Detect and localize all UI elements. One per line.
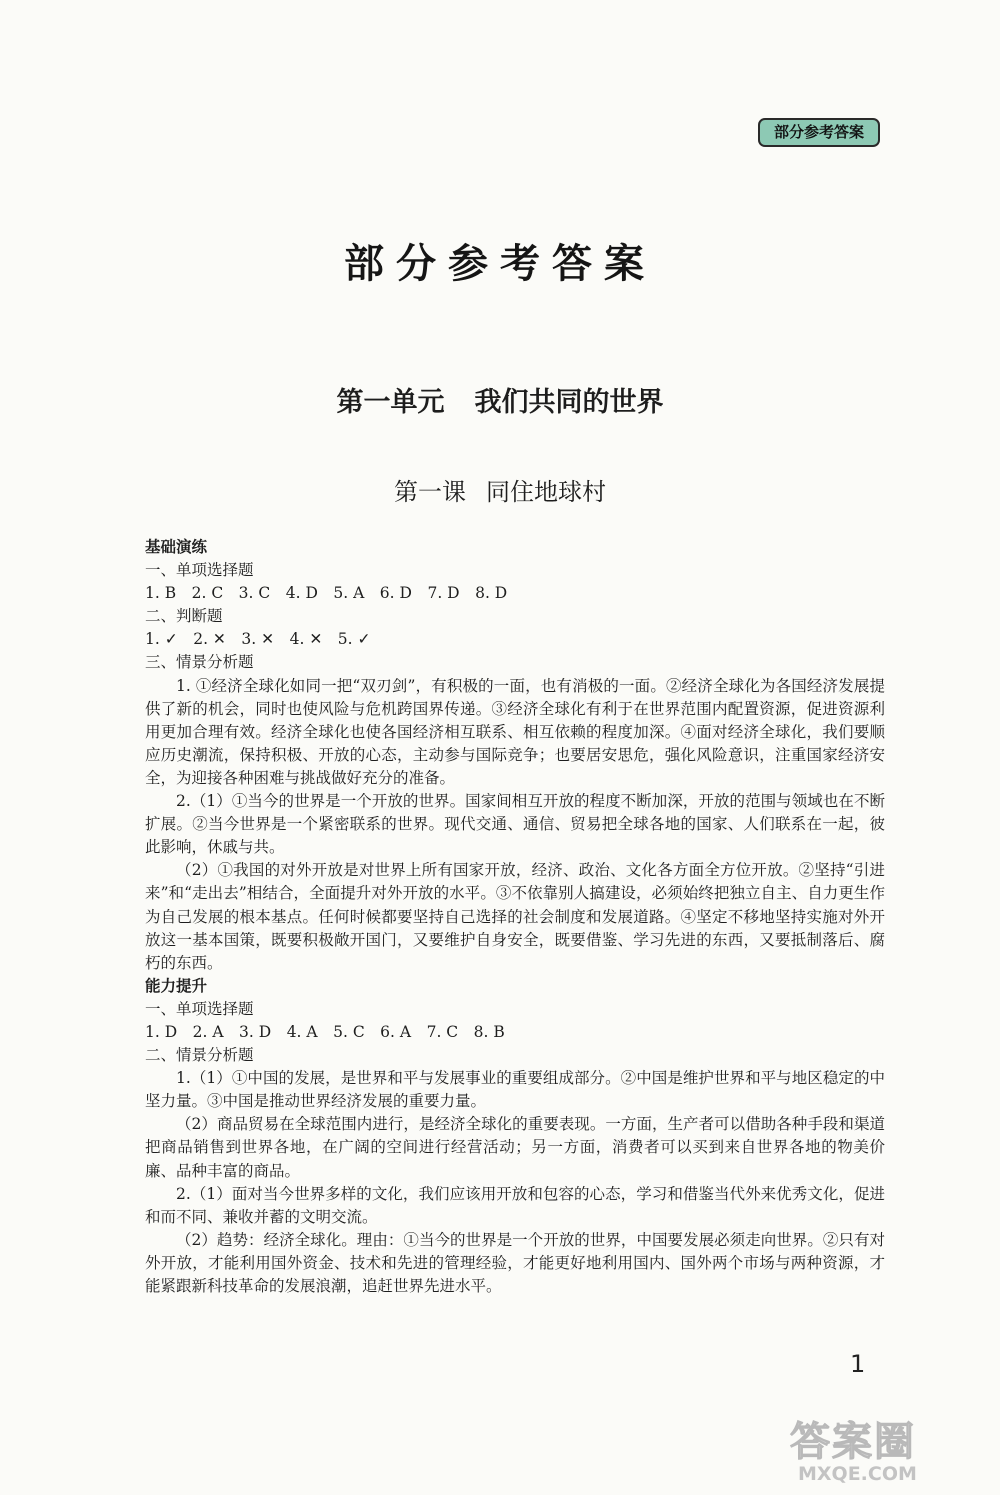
answer-paragraph: （2）①我国的对外开放是对世界上所有国家开放，经济、政治、文化各方面全方位开放。②坚持“引进来”和“走出去”相结合，全面提升对外开放的水平。③不依靠别人搞建设，必须始终把独立自主、自力更生作为自己发展的根本基点。任何时候都要坚持自己选择的社会制度和发展道路。④坚定不移地坚持实施对外开放这一基本国策，既要积极敞开国门，又要维护自身安全，既要借鉴、学习先进的东西，又要抵制落后、腐朽的东西。 [145,861,885,972]
unit-name: 我们共同的世界 [474,387,664,418]
answer-line: 二、情景分析题 [145,1046,254,1065]
answer-line: 1. B 2. C 3. C 4. D 5. A 6. D 7. D 8. D [145,584,508,603]
unit-number: 第一单元 [336,387,445,418]
watermark [790,1410,990,1488]
answer-line: 一、单项选择题 [145,999,254,1018]
lesson-heading [0,472,1000,507]
answer-line: 三、情景分析题 [145,653,254,672]
section-heading: 基础演练 [145,538,208,556]
answer-paragraph: 2.（1）面对当今世界多样的文化，我们应该用开放和包容的心态，学习和借鉴当代外来优秀文化，促进和而不同、兼收并蓄的文明交流。 [145,1184,885,1226]
page-title: 部分参考答案 [344,240,656,287]
answer-paragraph: 2.（1）①当今的世界是一个开放的世界。国家间相互开放的程度不断加深，开放的范围与领域也在不断扩展。②当今世界是一个紧密联系的世界。现代交通、通信、贸易把全球各地的国家、人们联系在一起，彼此影响，休戚与共。 [145,792,885,857]
page-number: 1 [850,1350,866,1378]
answer-paragraph: 1.（1）①中国的发展，是世界和平与发展事业的重要组成部分。②中国是维护世界和平与地区稳定的中坚力量。③中国是推动世界经济发展的重要力量。 [145,1069,885,1111]
answer-paragraph: （2）趋势：经济全球化。理由：①当今的世界是一个开放的世界，中国要发展必须走向世界。②只有对外开放，才能利用国外资金、技术和先进的管理经验，才能更好地利用国内、国外两个市场与两种资源，才能紧跟新科技革命的发展浪潮，追赶世界先进水平。 [145,1230,885,1295]
answer-line: 一、单项选择题 [145,561,254,580]
answer-line: 1. D 2. A 3. D 4. A 5. C 6. A 7. C 8. B [145,1022,505,1041]
answer-line: 二、判断题 [145,607,223,626]
unit-heading [0,380,1000,419]
answer-line: 1. ✓ 2. ✕ 3. ✕ 4. ✕ 5. ✓ [145,630,371,649]
watermark-url: MXQE.COM [798,1463,917,1485]
section-tab: 部分参考答案 [758,118,880,147]
answer-paragraph: 1. ①经济全球化如同一把“双刃剑”，有积极的一面，也有消极的一面。②经济全球化为各国经济发展提供了新的机会，同时也使风险与危机跨国界传递。③经济全球化有利于在世界范围内配置资源，促进资源利用更加合理有效。经济全球化也使各国经济相互联系、相互依赖的程度加深。④面对经济全球化，我们要顺应历史潮流，保持积极、开放的心态，主动参与国际竞争；也要居安思危，强化风险意识，注重国家经济安全，为迎接各种困难与挑战做好充分的准备。 [145,676,885,787]
watermark-logo: 答案圈 [790,1419,916,1465]
answer-paragraph: （2）商品贸易在全球范围内进行，是经济全球化的重要表现。一方面，生产者可以借助各种手段和渠道把商品销售到世界各地，在广阔的空间进行经营活动；另一方面，消费者可以买到来自世界各地的物美价廉、品种丰富的商品。 [145,1115,885,1180]
section-heading: 能力提升 [145,976,208,995]
lesson-number: 第一课 [394,478,466,506]
answer-content [145,536,885,1298]
lesson-name: 同住地球村 [486,478,606,506]
